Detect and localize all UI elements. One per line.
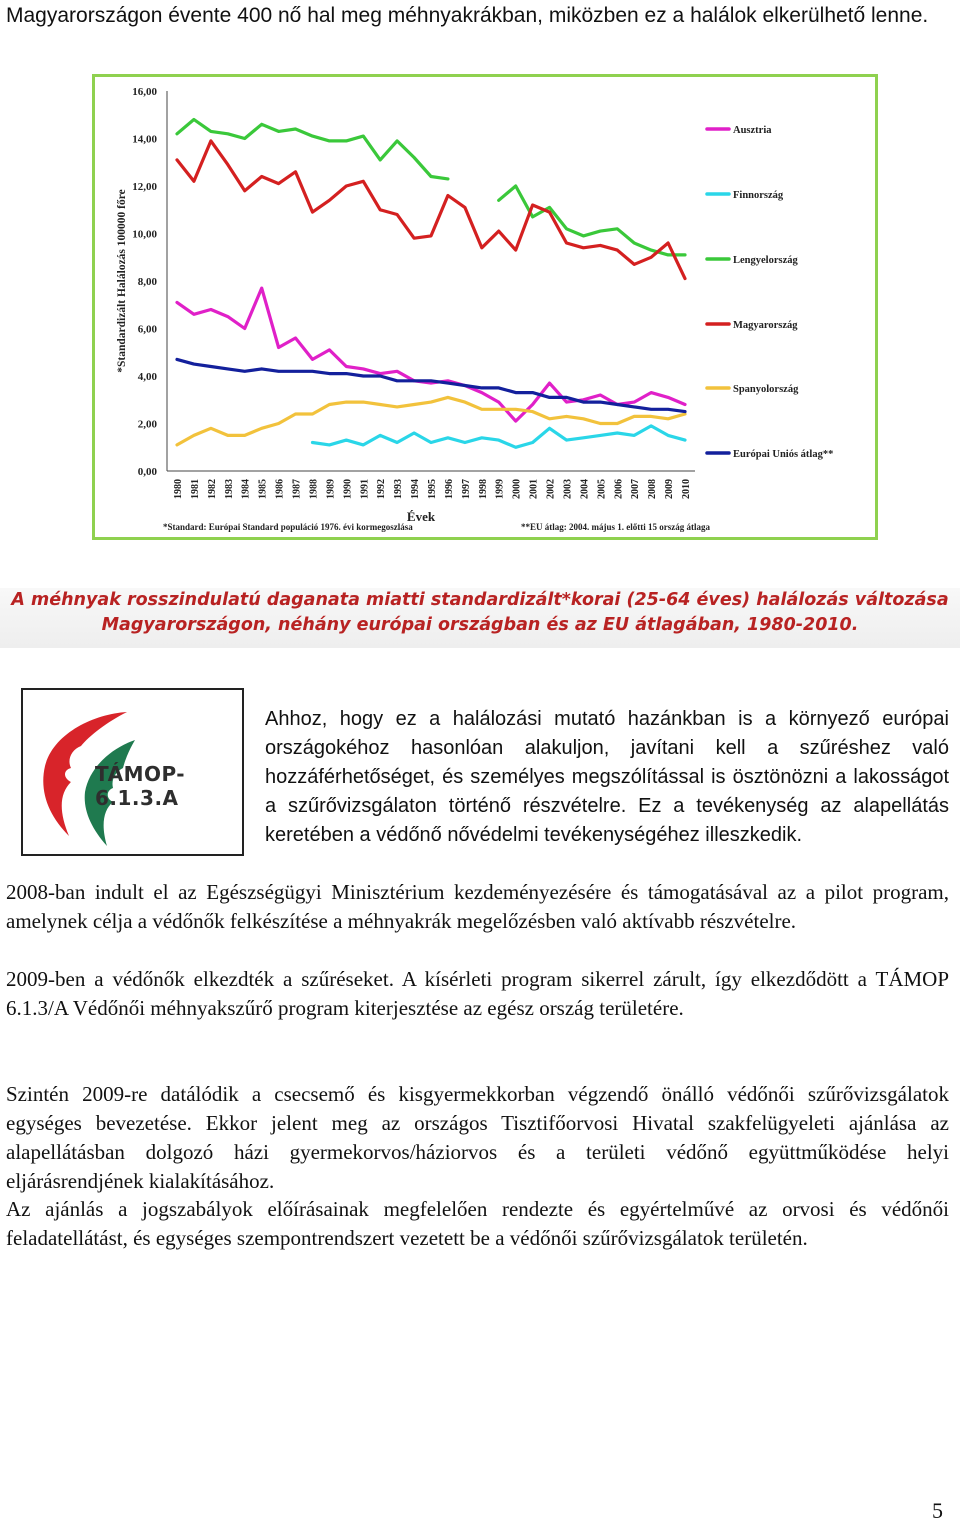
legend-label: Európai Uniós átlag** bbox=[733, 449, 834, 460]
x-tick-label: 1985 bbox=[257, 479, 269, 499]
x-tick-label: 2005 bbox=[596, 479, 608, 500]
x-tick-label: 2009 bbox=[664, 479, 676, 499]
chart-footnote-standard: *Standard: Európai Standard populáció 1976. évi kormegoszlása bbox=[163, 522, 413, 532]
x-tick-label: 1984 bbox=[240, 479, 252, 499]
series-line bbox=[177, 141, 685, 279]
paragraph-3: Szintén 2009-re datálódik a csecsemő és kisgyermekkorban végzendő önálló védőnői szűrővizsgálatok egységes bevezetése. Ekkor jelent meg az országos Tisztifőorvosi Hivatal szakfelügyeleti ajánlása az alapellátásban dolgozó házi gyermekorvos/háziorvos és a területi védőnő együttműködése helyi eljárásrendjének kialakításához. bbox=[6, 1082, 949, 1193]
x-tick-label: 1988 bbox=[308, 479, 320, 499]
tamop-logo bbox=[21, 688, 244, 856]
y-tick-label: 10,00 bbox=[132, 228, 157, 241]
x-tick-label: 1990 bbox=[342, 479, 354, 499]
x-tick-label: 1999 bbox=[494, 479, 506, 499]
y-tick-label: 0,00 bbox=[137, 466, 157, 478]
x-tick-label: 2006 bbox=[613, 479, 625, 499]
x-tick-label: 1994 bbox=[410, 479, 422, 499]
y-tick-label: 8,00 bbox=[137, 276, 157, 288]
paragraph-1: 2008-ban indult el az Egészségügyi Minisztérium kezdeményezésére és támogatásával az a pilot program, amelynek célja a védőnők felkészítése a méhnyakrák megelőzésben való aktívabb részvételre. bbox=[6, 880, 949, 933]
x-axis-title: Évek bbox=[406, 509, 436, 524]
legend-label: Spanyolország bbox=[733, 384, 799, 395]
y-tick-label: 4,00 bbox=[137, 371, 157, 383]
x-tick-label: 2004 bbox=[579, 479, 591, 499]
series-line bbox=[177, 359, 685, 411]
series-line bbox=[313, 426, 686, 447]
x-tick-label: 2002 bbox=[545, 479, 557, 499]
x-tick-label: 2000 bbox=[511, 479, 523, 499]
x-tick-label: 2010 bbox=[681, 479, 692, 499]
legend-label: Magyarország bbox=[733, 320, 798, 331]
y-tick-label: 16,00 bbox=[132, 86, 157, 98]
page-number: 5 bbox=[932, 1498, 943, 1523]
x-tick-label: 1982 bbox=[206, 479, 218, 499]
caption-line-1: A méhnyak rosszindulatú daganata miatti standardizált*korai (25-64 éves) halálozás változása bbox=[11, 590, 949, 610]
x-tick-label: 1997 bbox=[460, 479, 472, 499]
paragraph-side: Ahhoz, hogy ez a halálozási mutató hazánkban is a környező európai országokéhoz hasonlóan alakuljon, javítani kell a szűréshez való hozzáférhetőséget, és személyes megszólítással is ösztönözni a lakosságot a szűrővizsgálaton történő részvételre. Ez a tevékenység az alapellátás keretében a védőnő nővédelmi tevékenységéhez illeszkedik. bbox=[265, 708, 949, 846]
y-tick-label: 12,00 bbox=[132, 181, 157, 193]
legend-label: Finnország bbox=[733, 190, 784, 201]
x-tick-label: 1998 bbox=[477, 479, 489, 499]
x-tick-label: 1983 bbox=[223, 479, 235, 499]
chart-caption bbox=[0, 588, 960, 648]
caption-line-2: Magyarországon, néhány európai országban és az EU átlagában, 1980-2010. bbox=[101, 615, 859, 635]
x-tick-label: 1996 bbox=[443, 479, 455, 499]
paragraph-4: Az ajánlás a jogszabályok előírásainak megfelelően rendezte és egyértelművé az orvosi és védőnői feladatellátást, és egységes szempontrendszert vezetett be a védőnői szűrővizsgálatok területén. bbox=[6, 1197, 949, 1250]
paragraph-2: 2009-ben a védőnők elkezdték a szűréseket. A kísérleti program sikerrel zárult, így elkezdődött a TÁMOP 6.1.3/A Védőnői méhnyakszűrő program kiterjesztése az egész ország területére. bbox=[6, 967, 949, 1020]
intro-text: Magyarországon évente 400 nő hal meg méhnyakrákban, miközben ez a halálok elkerülhető lenne. bbox=[6, 4, 929, 27]
x-tick-label: 1981 bbox=[189, 479, 201, 499]
mortality-line-chart bbox=[95, 77, 875, 537]
y-tick-label: 2,00 bbox=[137, 418, 157, 431]
x-tick-label: 2003 bbox=[562, 479, 574, 499]
x-tick-label: 2007 bbox=[630, 479, 642, 499]
chart-footnote-eu: **EU átlag: 2004. május 1. előtti 15 ország átlaga bbox=[521, 522, 710, 532]
legend-label: Lengyelország bbox=[733, 255, 798, 266]
x-tick-label: 1989 bbox=[325, 479, 337, 499]
x-tick-label: 2001 bbox=[528, 479, 540, 499]
y-axis-title: *Standardizált Halálozás 100000 főre bbox=[116, 189, 128, 373]
x-tick-label: 2008 bbox=[647, 479, 659, 499]
x-tick-label: 1992 bbox=[376, 479, 388, 499]
x-tick-label: 1991 bbox=[359, 479, 371, 499]
x-tick-label: 1986 bbox=[274, 479, 286, 499]
x-tick-label: 1987 bbox=[291, 479, 303, 499]
x-tick-label: 1980 bbox=[173, 479, 184, 499]
y-tick-label: 14,00 bbox=[132, 133, 157, 146]
logo-text: TÁMOP-6.1.3.A bbox=[95, 762, 186, 810]
chart-frame bbox=[92, 74, 878, 540]
legend-label: Ausztria bbox=[733, 125, 772, 136]
x-tick-label: 1993 bbox=[393, 479, 405, 499]
y-tick-label: 6,00 bbox=[137, 323, 157, 336]
x-tick-label: 1995 bbox=[427, 479, 438, 499]
